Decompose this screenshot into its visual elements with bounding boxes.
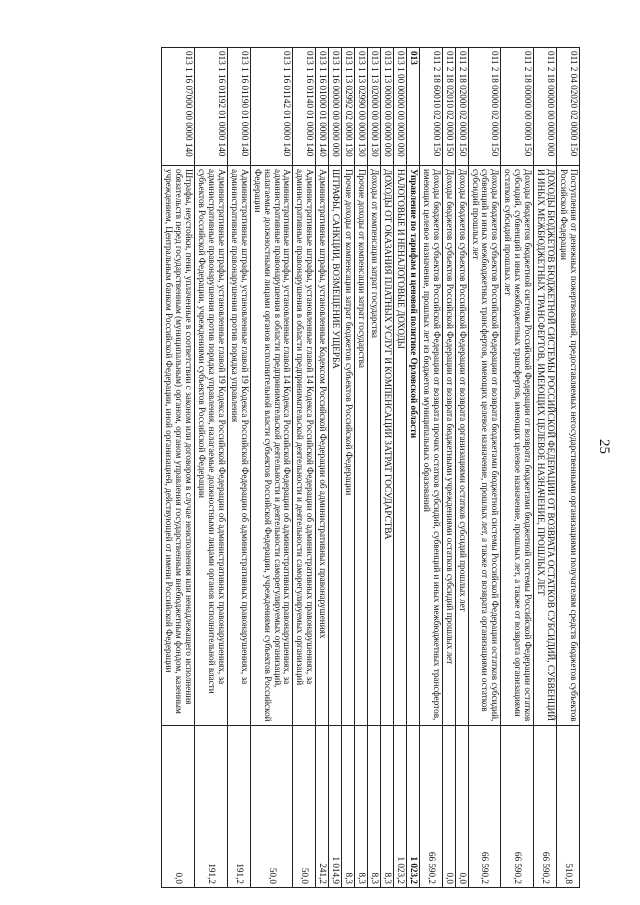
amount-cell: 241,2: [316, 726, 329, 888]
table-row: [394, 48, 407, 888]
amount-cell: 66 590,2: [468, 726, 501, 888]
code-cell: 013 1 13 02000 00 0000 130: [368, 48, 381, 166]
description-cell: ШТРАФЫ, САНКЦИИ, ВОЗМЕЩЕНИЕ УЩЕРБА: [329, 166, 342, 726]
amount-cell: 0,0: [442, 726, 455, 888]
code-cell: 013 1 13 02992 02 0000 130: [342, 48, 355, 166]
description-cell: Штрафы, неустойки, пени, уплаченные в соответствии с законом или договором в случае неисполнения или ненадлежащего исполнения обязательств перед государственным (муниципальным) органом, органом управления государственным внебюджетным фондом, казенным учреждением, Центральным банком Российской Федерации, иной организацией, действующей от имени Российской Федерации: [162, 166, 195, 726]
description-cell: Административные штрафы, установленные Кодексом Российской Федерации об административных правонарушениях: [316, 166, 329, 726]
amount-cell: 66 590,2: [419, 726, 442, 888]
page-number: 25: [596, 439, 612, 454]
description-cell: ДОХОДЫ ОТ ОКАЗАНИЯ ПЛАТНЫХ УСЛУГ И КОМПЕНСАЦИИ ЗАТРАТ ГОСУДАРСТВА: [381, 166, 394, 726]
table-row: [316, 48, 329, 888]
table-row: [534, 48, 557, 888]
table-row: [406, 48, 419, 888]
amount-cell: 191,2: [195, 726, 228, 888]
table-row: [250, 48, 293, 888]
code-cell: 013 1 16 07000 00 0000 140: [162, 48, 195, 166]
code-cell: 013 1 16 01140 01 0000 140: [293, 48, 316, 166]
description-cell: Прочие доходы от компенсации затрат государства: [355, 166, 368, 726]
revenue-table: [161, 47, 580, 888]
table-row: [162, 48, 195, 888]
code-cell: 013 1 13 02990 00 0000 130: [355, 48, 368, 166]
amount-cell: 8,3: [342, 726, 355, 888]
amount-cell: 0,0: [455, 726, 468, 888]
table-row: [355, 48, 368, 888]
description-cell: Прочие доходы от компенсации затрат бюджетов субъектов Российской Федерации: [342, 166, 355, 726]
description-cell: Доходы бюджетов субъектов Российской Федерации от возврата бюджетными учреждениями остатков субсидий прошлых лет: [442, 166, 455, 726]
code-cell: 011 2 18 00000 00 0000 150: [501, 48, 534, 166]
description-cell: Поступления от денежных пожертвований, предоставляемых негосударственными организациями получателям средств бюджетов субъектов Российской Федерации: [557, 166, 580, 726]
code-cell: 013 1 16 01142 01 0000 140: [250, 48, 293, 166]
description-cell: Доходы бюджетов субъектов Российской Федерации от возврата прочих остатков субсидий, субвенций и иных межбюджетных трансфертов, имеющих целевое назначение, прошлых лет из бюджетов муниципальных образований: [419, 166, 442, 726]
code-cell: 013 1 13 00000 00 0000 000: [381, 48, 394, 166]
code-cell: 013 1 16 00000 00 0000 000: [329, 48, 342, 166]
table-row: [195, 48, 228, 888]
amount-cell: 1 014,9: [329, 726, 342, 888]
code-cell: 013 1 00 00000 00 0000 000: [394, 48, 407, 166]
description-cell: ДОХОДЫ БЮДЖЕТОВ БЮДЖЕТНОЙ СИСТЕМЫ РОССИЙСКОЙ ФЕДЕРАЦИИ ОТ ВОЗВРАТА ОСТАТКОВ СУБСИДИЙ, СУБВЕНЦИЙ И ИНЫХ МЕЖБЮДЖЕТНЫХ ТРАНСФЕРТОВ, ИМЕЮЩИХ ЦЕЛЕВОЕ НАЗНАЧЕНИЕ, ПРОШЛЫХ ЛЕТ: [534, 166, 557, 726]
description-cell: Административные штрафы, установленные главой 14 Кодекса Российской Федерации об административных правонарушениях, за административные правонарушения в области предпринимательской деятельности и деятельности саморегулируемых организаций: [293, 166, 316, 726]
table-row: [381, 48, 394, 888]
amount-cell: 510,8: [557, 726, 580, 888]
amount-cell: 50,0: [293, 726, 316, 888]
code-cell: 013 1 16 01190 01 0000 140: [227, 48, 250, 166]
code-cell: 011 2 18 02000 02 0000 150: [455, 48, 468, 166]
amount-cell: 1 023,2: [406, 726, 419, 888]
amount-cell: 50,0: [250, 726, 293, 888]
table-row: [557, 48, 580, 888]
description-cell: Доходы бюджетов субъектов Российской Федерации от возврата организациями остатков субсидий прошлых лет: [455, 166, 468, 726]
table-row: [419, 48, 442, 888]
table-row: [442, 48, 455, 888]
code-cell: 011 2 18 00000 00 0000 000: [534, 48, 557, 166]
amount-cell: 1 023,2: [394, 726, 407, 888]
table-row: [455, 48, 468, 888]
table-row: [227, 48, 250, 888]
rotated-table-container: [0, 47, 580, 887]
description-cell: Административные штрафы, установленные главой 19 Кодекса Российской Федерации об административных правонарушениях, за административные правонарушения против порядка управления: [227, 166, 250, 726]
table-row: [501, 48, 534, 888]
code-cell: 013 1 16 01192 01 0000 140: [195, 48, 228, 166]
description-cell: НАЛОГОВЫЕ И НЕНАЛОГОВЫЕ ДОХОДЫ: [394, 166, 407, 726]
amount-cell: 8,3: [368, 726, 381, 888]
code-cell: 011 2 18 00000 02 0000 150: [468, 48, 501, 166]
table-row: [368, 48, 381, 888]
table-row: [342, 48, 355, 888]
table-row: [293, 48, 316, 888]
code-cell: 011 2 04 02020 02 0000 150: [557, 48, 580, 166]
description-cell: Административные штрафы, установленные главой 19 Кодекса Российской Федерации об административных правонарушениях, за административные правонарушения против порядка управления, налагаемые должностными лицами органов исполнительной власти субъектов Российской Федерации, учреждениями субъектов Российской Федерации: [195, 166, 228, 726]
table-body: [162, 48, 580, 888]
code-cell: 011 2 18 60010 02 0000 150: [419, 48, 442, 166]
code-cell: 013 1 16 01000 01 0000 140: [316, 48, 329, 166]
amount-cell: 66 590,2: [534, 726, 557, 888]
code-cell: 011 2 18 02010 02 0000 150: [442, 48, 455, 166]
amount-cell: 8,3: [355, 726, 368, 888]
table-row: [329, 48, 342, 888]
amount-cell: 66 590,2: [501, 726, 534, 888]
description-cell: Доходы бюджетов бюджетной системы Российской Федерации от возврата бюджетами бюджетной системы Российской Федерации остатков субсидий, субвенций и иных межбюджетных трансфертов, имеющих целевое назначение, прошлых лет, а также от возврата организациями остатков субсидий прошлых лет: [501, 166, 534, 726]
description-cell: Доходы от компенсации затрат государства: [368, 166, 381, 726]
table-row: [468, 48, 501, 888]
amount-cell: 0,0: [162, 726, 195, 888]
amount-cell: 8,3: [381, 726, 394, 888]
description-cell: Управление по тарифам и ценовой политике Орловской области: [406, 166, 419, 726]
description-cell: Доходы бюджетов субъектов Российской Федерации от возврата бюджетами бюджетной системы Российской Федерации остатков субсидий, субвенций и иных межбюджетных трансфертов, имеющих целевое назначение, прошлых лет, а также от возврата организациями остатков субсидий прошлых лет: [468, 166, 501, 726]
code-cell: 013: [406, 48, 419, 166]
description-cell: Административные штрафы, установленные главой 14 Кодекса Российской Федерации об административных правонарушениях, за административные правонарушения в области предпринимательской деятельности и деятельности саморегулируемых организаций, налагаемые должностными лицами органов исполнительной власти субъектов Российской Федерации, учреждениями субъектов Российской Федерации: [250, 166, 293, 726]
amount-cell: 191,2: [227, 726, 250, 888]
